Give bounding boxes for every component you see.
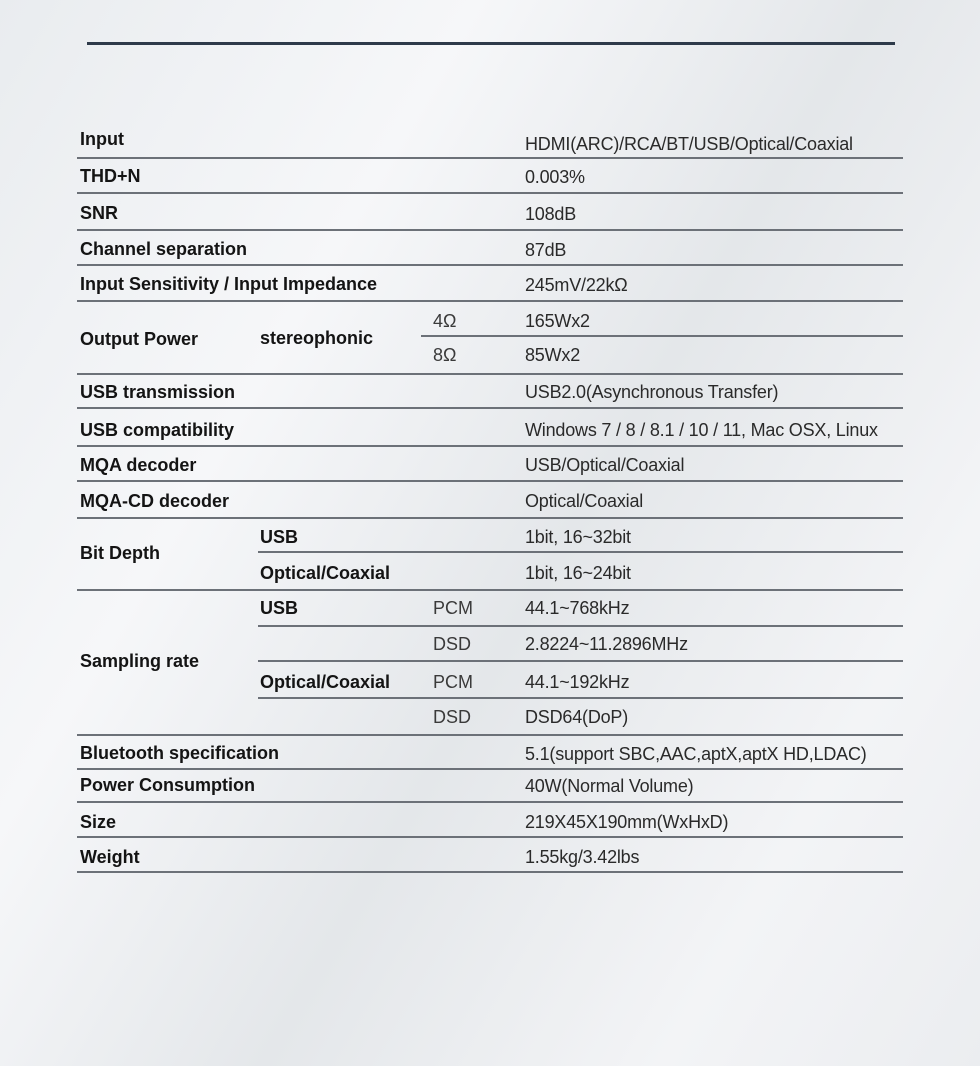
row-value-mqa-cd-decoder: Optical/Coaxial [525,491,644,511]
row-value-bluetooth: 5.1(support SBC,AAC,aptX,aptX HD,LDAC) [525,744,867,764]
bit-depth-value-optical: 1bit, 16~24bit [525,563,631,583]
row-label-size: Size [80,812,117,832]
row-label-usb-compatibility: USB compatibility [80,420,235,440]
sampling-value-usb-pcm: 44.1~768kHz [525,598,630,618]
sampling-format-usb-dsd: DSD [433,634,472,654]
row-label-snr: SNR [80,203,119,223]
output-power-mode: stereophonic [260,328,374,348]
sampling-format-usb-pcm: PCM [433,598,473,618]
sampling-interface-usb: USB [260,598,299,618]
row-label-sampling-rate: Sampling rate [80,651,200,671]
row-label-channel-separation: Channel separation [80,239,248,259]
output-value-8ohm: 85Wx2 [525,345,581,365]
row-label-thd: THD+N [80,166,141,186]
row-value-usb-compatibility: Windows 7 / 8 / 8.1 / 10 / 11, Mac OSX, Linux [525,420,878,440]
sampling-value-usb-dsd: 2.8224~11.2896MHz [525,634,688,654]
row-label-bit-depth: Bit Depth [80,543,160,563]
row-value-size: 219X45X190mm(WxHxD) [525,812,729,832]
row-divider [77,229,903,231]
output-value-4ohm: 165Wx2 [525,311,590,331]
row-divider [421,335,903,337]
row-label-input: Input [80,129,124,149]
row-divider [77,801,903,803]
row-label-mqa-decoder: MQA decoder [80,455,197,475]
row-divider [77,407,903,409]
row-label-mqa-cd-decoder: MQA-CD decoder [80,491,230,511]
row-value-thd: 0.003% [525,167,585,187]
row-value-sensitivity: 245mV/22kΩ [525,275,628,295]
row-divider [77,445,903,447]
row-divider [77,517,903,519]
sampling-format-optical-pcm: PCM [433,672,473,692]
bit-depth-interface-usb: USB [260,527,299,547]
row-value-input: HDMI(ARC)/RCA/BT/USB/Optical/Coaxial [525,134,853,154]
row-value-weight: 1.55kg/3.42lbs [525,847,640,867]
sampling-value-optical-dsd: DSD64(DoP) [525,707,629,727]
row-divider [77,836,903,838]
bit-depth-interface-optical: Optical/Coaxial [260,563,391,583]
output-load-4ohm: 4Ω [433,311,457,331]
row-divider [77,589,903,591]
row-label-power-consumption: Power Consumption [80,775,255,795]
row-value-power-consumption: 40W(Normal Volume) [525,776,694,796]
row-value-mqa-decoder: USB/Optical/Coaxial [525,455,685,475]
row-label-bluetooth: Bluetooth specification [80,743,280,763]
row-divider [77,480,903,482]
row-divider [77,871,903,873]
row-divider [258,551,903,553]
bit-depth-value-usb: 1bit, 16~32bit [525,527,631,547]
row-label-weight: Weight [80,847,140,867]
sampling-format-optical-dsd: DSD [433,707,472,727]
row-divider [77,157,903,159]
row-label-sensitivity: Input Sensitivity / Input Impedance [80,274,378,294]
row-divider [258,660,903,662]
row-value-channel-separation: 87dB [525,240,567,260]
row-divider [77,192,903,194]
row-divider [77,264,903,266]
row-divider [77,768,903,770]
row-divider [77,373,903,375]
row-divider [77,300,903,302]
sampling-value-optical-pcm: 44.1~192kHz [525,672,630,692]
row-label-usb-transmission: USB transmission [80,382,236,402]
sampling-interface-optical: Optical/Coaxial [260,672,391,692]
output-load-8ohm: 8Ω [433,345,457,365]
row-divider [258,625,903,627]
row-divider [77,734,903,736]
row-divider [258,697,903,699]
row-value-usb-transmission: USB2.0(Asynchronous Transfer) [525,382,779,402]
row-value-snr: 108dB [525,204,577,224]
row-label-output-power: Output Power [80,329,198,349]
